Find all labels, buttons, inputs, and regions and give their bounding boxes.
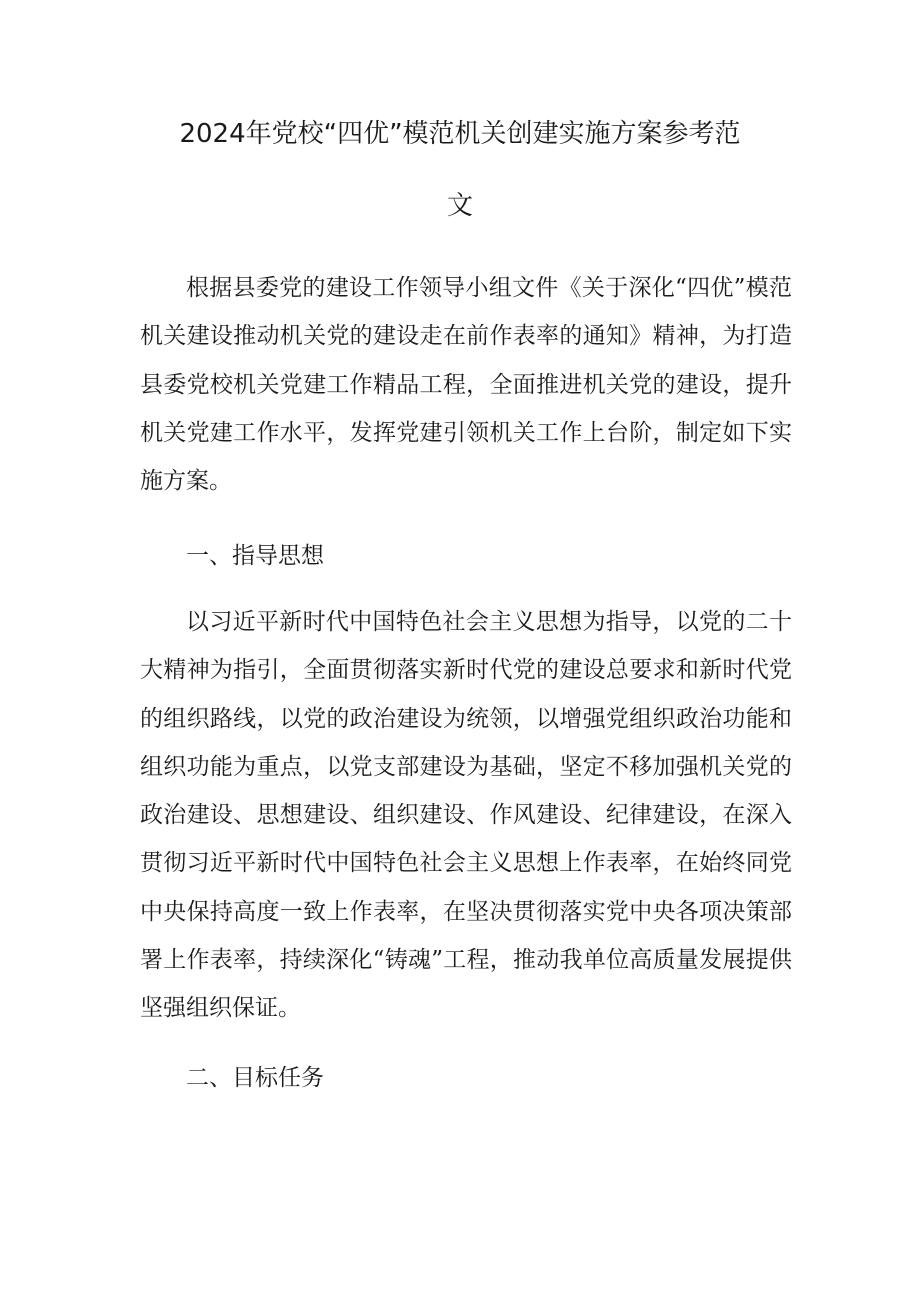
intro-paragraph: 根据县委党的建设工作领导小组文件《关于深化“四优”模范机关建设推动机关党的建设走在前作表率的通知》精神，为打造县委党校机关党建工作精品工程，全面推进机关党的建设，提升机关党建工作水平，发挥党建引领机关工作上台阶，制定如下实施方案。 <box>140 275 792 495</box>
document-title-line-2: 文 <box>446 191 473 221</box>
section-body-guiding-ideology: 以习近平新时代中国特色社会主义思想为指导，以党的二十大精神为指引，全面贯彻落实新时代党的建设总要求和新时代党的组织路线，以党的政治建设为统领，以增强党组织政治功能和组织功能为重点，以党支部建设为基础，坚定不移加强机关党的政治建设、思想建设、组织建设、作风建设、纪律建设，在深入贯彻习近平新时代中国特色社会主义思想上作表率，在始终同党中央保持高度一致上作表率，在坚决贯彻落实党中央各项决策部署上作表率，持续深化“铸魂”工程，推动我单位高质量发展提供坚强组织保证。 <box>140 609 792 1022</box>
section-heading-goals-tasks: 二、目标任务 <box>186 1065 324 1091</box>
document-title-line-1: 2024年党校“四优”模范机关创建实施方案参考范 <box>179 119 741 149</box>
section-heading-guiding-ideology: 一、指导思想 <box>186 543 324 569</box>
